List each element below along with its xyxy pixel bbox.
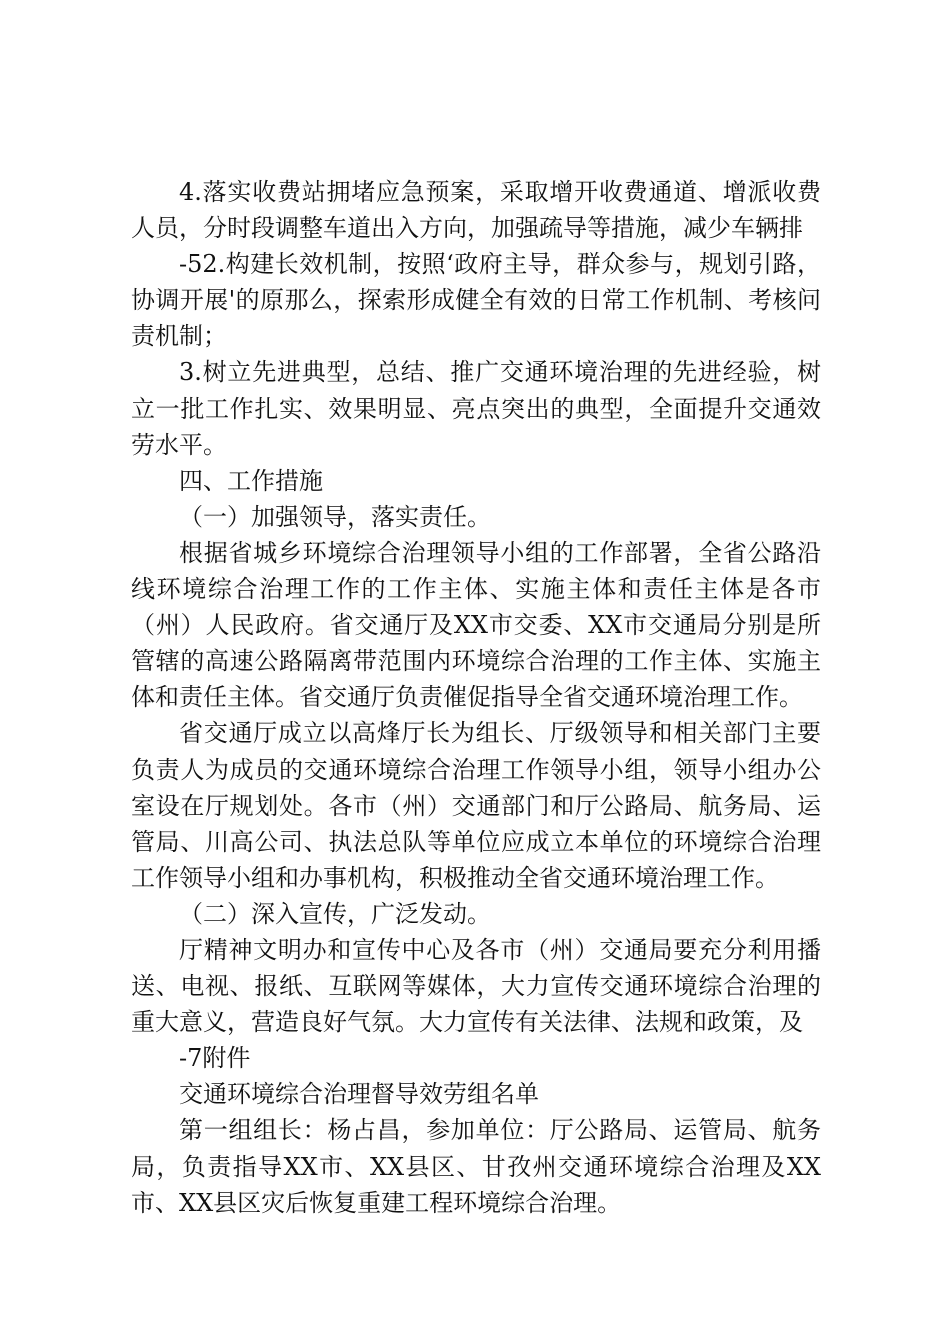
subsection-heading-publicity: （二）深入宣传，广泛发动。: [179, 899, 491, 928]
paragraph-typical-models: 3.树立先进典型，总结、推广交通环境治理的先进经验，树立一批工作扎实、效果明显、亮点突出的典型，全面提升交通效劳水平。: [131, 358, 821, 459]
paragraph-group-one: 第一组组长：杨占昌，参加单位：厅公路局、运管局、航务局，负责指导XX市、XX县区、甘孜州交通环境综合治理及XX市、XX县区灾后恢复重建工程环境综合治理。: [131, 1116, 821, 1217]
document-body: [131, 174, 821, 1221]
attachment-label: -7附件: [179, 1044, 251, 1073]
section-heading-work-measures: 四、工作措施: [179, 466, 323, 495]
paragraph-toll-congestion: 4.落实收费站拥堵应急预案，采取增开收费通道、增派收费人员，分时段调整车道出入方向，加强疏导等措施，减少车辆排: [131, 178, 821, 243]
paragraph-media-publicity: 厅精神文明办和宣传中心及各市（州）交通局要充分利用播送、电视、报纸、互联网等媒体，大力宣传交通环境综合治理的重大意义，营造良好气氛。大力宣传有关法律、法规和政策，及: [131, 935, 821, 1037]
paragraph-long-term-mechanism: -52.构建长效机制，按照‘政府主导，群众参与，规划引路，协调开展'的原那么，探索形成健全有效的日常工作机制、考核问责机制；: [131, 250, 821, 351]
paragraph-work-deployment: 根据省城乡环境综合治理领导小组的工作部署，全省公路沿线环境综合治理工作的工作主体、实施主体和责任主体是各市（州）人民政府。省交通厅及XX市交委、XX市交通局分别是所管辖的高速公路隔离带范围内环境综合治理的工作主体、实施主体和责任主体。省交通厅负责催促指导全省交通环境治理工作。: [131, 538, 821, 712]
attachment-title: 交通环境综合治理督导效劳组名单: [179, 1080, 539, 1109]
paragraph-leading-group: 省交通厅成立以高烽厅长为组长、厅级领导和相关部门主要负责人为成员的交通环境综合治理工作领导小组，领导小组办公室设在厅规划处。各市（州）交通部门和厅公路局、航务局、运管局、川高公司、执法总队等单位应成立本单位的环境综合治理工作领导小组和办事机构，积极推动全省交通环境治理工作。: [131, 719, 821, 892]
subsection-heading-leadership: （一）加强领导，落实责任。: [179, 502, 491, 531]
